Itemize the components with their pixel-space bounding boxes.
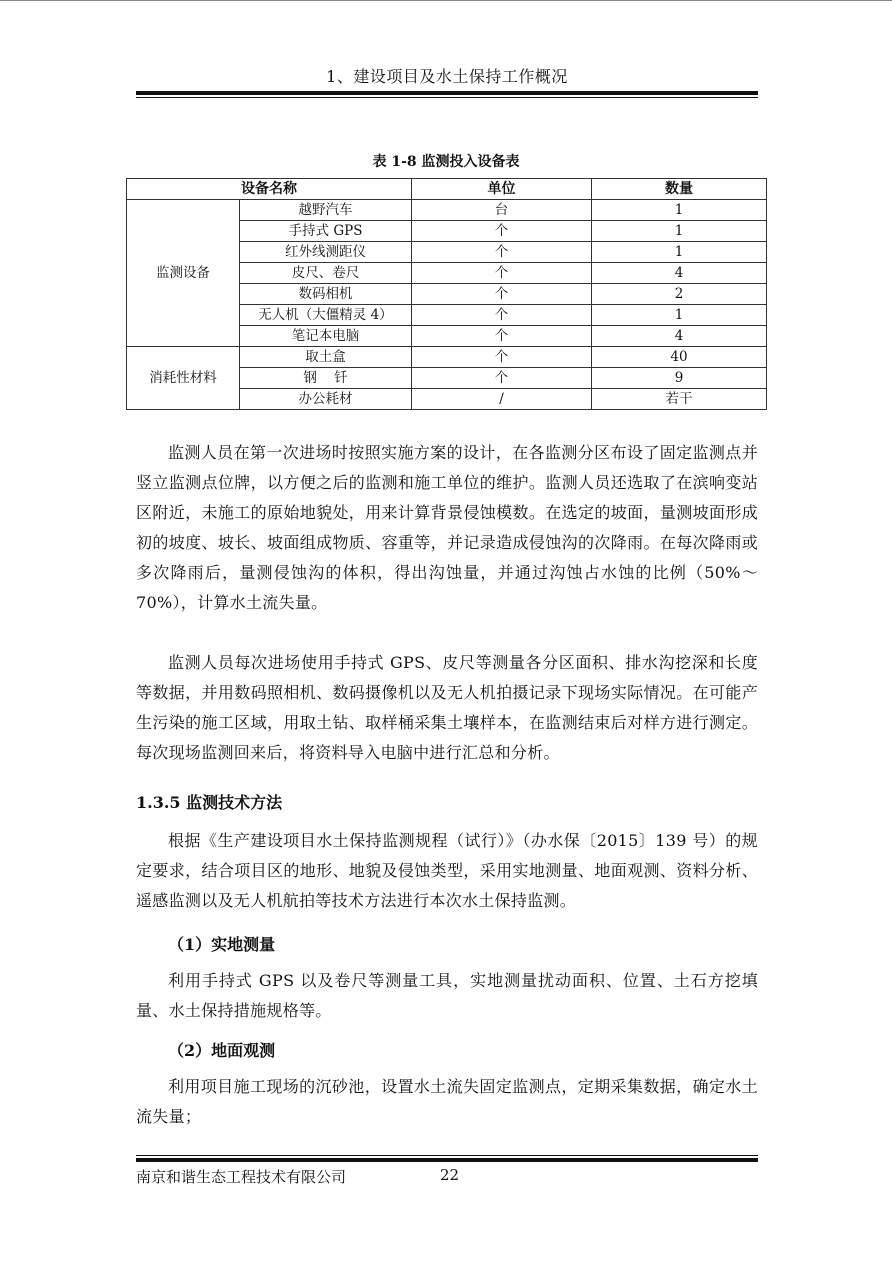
unit-cell: 个 bbox=[412, 242, 592, 263]
unit-cell: 个 bbox=[412, 284, 592, 305]
equipment-name-cell: 办公耗材 bbox=[240, 389, 412, 410]
header-equipment-name: 设备名称 bbox=[127, 179, 412, 200]
equipment-name-cell: 笔记本电脑 bbox=[240, 326, 412, 347]
unit-cell: 个 bbox=[412, 368, 592, 389]
equipment-name-cell: 无人机（大僵精灵 4） bbox=[240, 305, 412, 326]
header-quantity: 数量 bbox=[592, 179, 767, 200]
body-paragraph: 监测人员每次进场使用手持式 GPS、皮尺等测量各分区面积、排水沟挖深和长度等数据，并用数码照相机、数码摄像机以及无人机拍摄记录下现场实际情况。在可能产生污染的施工区域，用取土钻、取样桶采集土壤样本，在监测结束后对样方进行测定。每次现场监测回来后，将资料导入电脑中进行汇总和分析。 bbox=[136, 653, 758, 762]
unit-cell: 个 bbox=[412, 263, 592, 284]
body-paragraph: 根据《生产建设项目水土保持监测规程（试行）》（办水保〔2015〕139 号）的规定要求，结合项目区的地形、地貌及侵蚀类型，采用实地测量、地面观测、资料分析、遥感监测以及无人机航拍等技术方法进行本次水土保持监测。 bbox=[136, 831, 758, 910]
quantity-cell: 40 bbox=[592, 347, 767, 368]
equipment-name-cell: 钢 钎 bbox=[240, 368, 412, 389]
quantity-cell: 1 bbox=[592, 221, 767, 242]
unit-cell: / bbox=[412, 389, 592, 410]
page-number: 22 bbox=[440, 1166, 460, 1184]
subsection-heading: （1）实地测量 bbox=[168, 935, 276, 954]
quantity-cell: 2 bbox=[592, 284, 767, 305]
section-heading: 1.3.5 监测技术方法 bbox=[136, 793, 283, 812]
body-paragraph: 监测人员在第一次进场时按照实施方案的设计，在各监测分区布设了固定监测点并竖立监测点位牌，以方便之后的监测和施工单位的维护。监测人员还选取了在滨响变站区附近，未施工的原始地貌处，用来计算背景侵蚀模数。在选定的坡面，量测坡面形成初的坡度、坡长、坡面组成物质、容重等，并记录造成侵蚀沟的次降雨。在每次降雨或多次降雨后，量测侵蚀沟的体积，得出沟蚀量，并通过沟蚀占水蚀的比例（50%～70%），计算水土流失量。 bbox=[136, 443, 758, 612]
equipment-name-cell: 数码相机 bbox=[240, 284, 412, 305]
unit-cell: 台 bbox=[412, 200, 592, 221]
equipment-name-cell: 红外线测距仪 bbox=[240, 242, 412, 263]
quantity-cell: 1 bbox=[592, 200, 767, 221]
quantity-cell: 9 bbox=[592, 368, 767, 389]
category-cell: 监测设备 bbox=[127, 200, 240, 347]
table-row bbox=[127, 200, 767, 221]
quantity-cell: 1 bbox=[592, 242, 767, 263]
equipment-name-cell: 皮尺、卷尺 bbox=[240, 263, 412, 284]
equipment-name-cell: 取土盒 bbox=[240, 347, 412, 368]
body-paragraph: 利用项目施工现场的沉砂池，设置水土流失固定监测点，定期采集数据，确定水土流失量； bbox=[136, 1077, 758, 1126]
quantity-cell: 若干 bbox=[592, 389, 767, 410]
equipment-name-cell: 手持式 GPS bbox=[240, 221, 412, 242]
category-cell: 消耗性材料 bbox=[127, 347, 240, 410]
equipment-name-cell: 越野汽车 bbox=[240, 200, 412, 221]
page-top-border bbox=[0, 0, 892, 1]
table-caption: 表 1-8 监测投入设备表 bbox=[372, 154, 520, 170]
unit-cell: 个 bbox=[412, 347, 592, 368]
footer-rule-thin bbox=[136, 1155, 758, 1156]
unit-cell: 个 bbox=[412, 326, 592, 347]
table-header-row bbox=[127, 179, 767, 200]
footer-rule bbox=[136, 1158, 758, 1162]
header-rule bbox=[136, 91, 758, 95]
unit-cell: 个 bbox=[412, 221, 592, 242]
body-paragraph: 利用手持式 GPS 以及卷尺等测量工具，实地测量扰动面积、位置、土石方挖填量、水土保持措施规格等。 bbox=[136, 971, 758, 1020]
header-unit: 单位 bbox=[412, 179, 592, 200]
equipment-table bbox=[126, 178, 767, 410]
header-rule-thin bbox=[136, 97, 758, 98]
page-header-title: 1、建设项目及水土保持工作概况 bbox=[326, 67, 568, 86]
quantity-cell: 1 bbox=[592, 305, 767, 326]
quantity-cell: 4 bbox=[592, 263, 767, 284]
subsection-heading: （2）地面观测 bbox=[168, 1041, 276, 1060]
table-row bbox=[127, 347, 767, 368]
footer-company: 南京和谐生态工程技术有限公司 bbox=[136, 1168, 347, 1186]
quantity-cell: 4 bbox=[592, 326, 767, 347]
unit-cell: 个 bbox=[412, 305, 592, 326]
